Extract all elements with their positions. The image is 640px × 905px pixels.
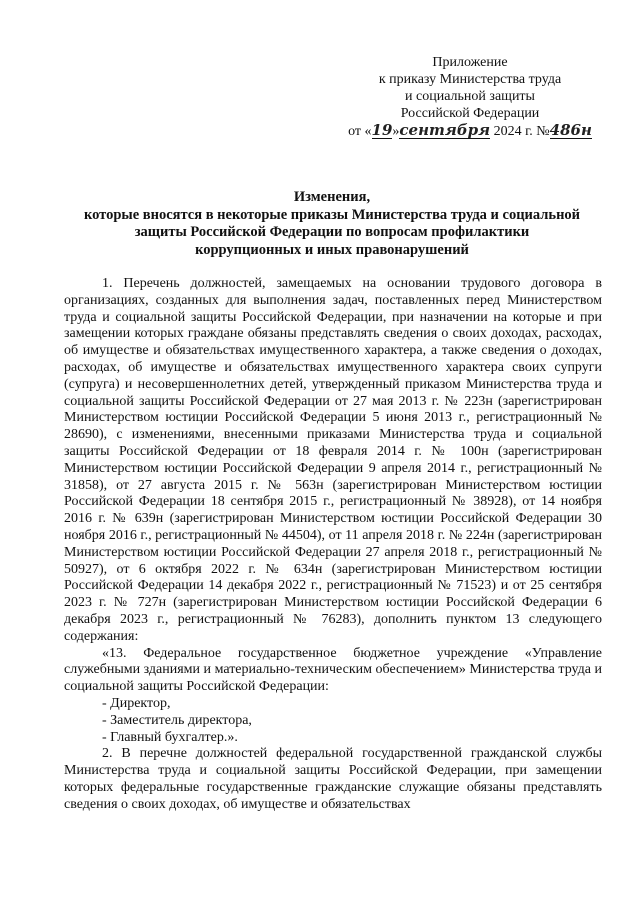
document-body: [64, 276, 602, 814]
list-item-deputy-director: - Заместитель директора,: [102, 712, 252, 728]
date-mid: »: [392, 124, 400, 139]
paragraph-2: «13. Федеральное государственное бюджетное учреждение «Управление служебными зданиями и материально-техническим обеспечением» Министерства труда и социальной защиты Российской Федерации:: [64, 645, 602, 695]
handwritten-month: сентября: [399, 121, 491, 139]
handwritten-number: 486н: [549, 121, 592, 139]
date-prefix: от «: [348, 124, 372, 139]
document-title: [62, 189, 602, 259]
title-line-3: защиты Российской Федерации по вопросам профилактики: [134, 224, 530, 240]
appendix-country-line: Российской Федерации: [400, 106, 540, 121]
appendix-ministry-line: и социальной защиты: [405, 89, 535, 104]
appendix-label: Приложение: [432, 55, 508, 70]
title-line-2: которые вносятся в некоторые приказы Министерства труда и социальной: [83, 206, 581, 223]
title-line-1: Изменения,: [293, 189, 371, 205]
appendix-header: [340, 54, 600, 140]
paragraph-1: 1. Перечень должностей, замещаемых на основании трудового договора в организациях, созданных для выполнения задач, поставленных перед Министерством труда и социальной защиты Российской Федерации, при назначении на которые и при замещении которых граждане обязаны представлять сведения о своих доходах, расходах, об имуществе и обязательствах имущественного характера, а также сведения о доходах, расходах, об имуществе и обязательствах имущественного характера своих супруги (супруга) и несовершеннолетних детей, утвержденный приказом Министерства труда и социальной защиты Российской Федерации от 27 мая 2013 г. № 223н (зарегистрирован Министерством юстиции Российской Федерации 5 июня 2013 г., регистрационный № 28690), с изменениями, внесенными приказами Министерства труда и социальной защиты Российской Федерации от 18 февраля 2014 г. № 100н (зарегистрирован Министерством юстиции Российской Федерации 9 апреля 2014 г., регистрационный № 31858), от 27 августа 2015 г. № 563н (зарегистрирован Министерством юстиции Российской Федерации 18 сентября 2015 г., регистрационный № 38928), от 14 ноября 2016 г. № 639н (зарегистрирован Министерством юстиции Российской Федерации 30 ноября 2016 г., регистрационный № 44504), от 11 апреля 2018 г. № 224н (зарегистрирован Министерством юстиции Российской Федерации 27 апреля 2018 г., регистрационный № 50927), от 6 октября 2022 г. № 634н (зарегистрирован Министерством юстиции Российской Федерации 14 декабря 2022 г., регистрационный № 71523) и от 25 сентября 2023 г. № 727н (зарегистрирован Министерством юстиции Российской Федерации 6 декабря 2023 г., регистрационный № 76283), дополнить пунктом 13 следующего содержания:: [64, 276, 602, 644]
date-year: 2024 г. №: [493, 124, 550, 139]
appendix-order-ref: к приказу Министерства труда: [378, 72, 562, 87]
handwritten-day: 19: [371, 121, 393, 139]
title-line-4: коррупционных и иных правонарушений: [195, 241, 469, 258]
appendix-date-line: [340, 122, 600, 140]
list-item-director: - Директор,: [102, 695, 171, 711]
paragraph-3: 2. В перечне должностей федеральной государственной гражданской службы Министерства труда и социальной защиты Российской Федерации, при замещении которых федеральные государственные гражданские служащие обязаны представлять сведения о своих доходах, об имуществе и обязательствах: [64, 746, 602, 812]
list-item-chief-accountant: - Главный бухгалтер.».: [102, 729, 238, 745]
